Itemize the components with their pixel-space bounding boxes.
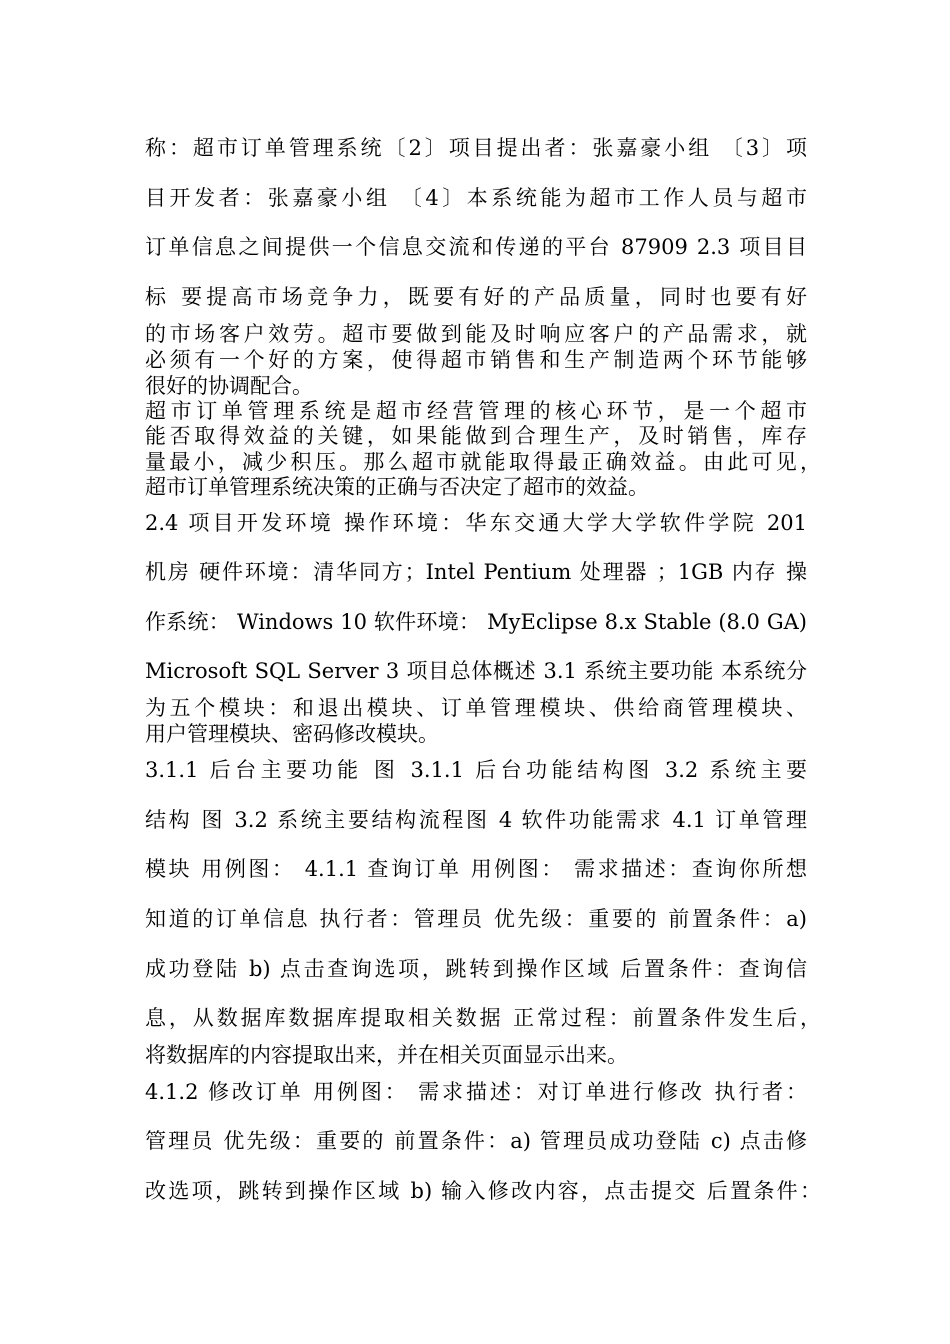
text-line: 知道的订单信息 执行者：管理员 优先级：重要的 前置条件：a) <box>145 907 807 931</box>
text-line: 能否取得效益的关键，如果能做到合理生产，及时销售，库存 <box>145 424 807 448</box>
text-line: 模块 用例图： 4.1.1 查询订单 用例图： 需求描述：查询你所想 <box>145 857 807 881</box>
text-line: 2.4 项目开发环境 操作环境：华东交通大学大学软件学院 201 <box>145 511 807 535</box>
text-line: 超市订单管理系统是超市经营管理的核心环节，是一个超市 <box>145 399 807 423</box>
text-line: 标 要提高市场竞争力，既要有好的产品质量，同时也要有好 <box>145 285 807 309</box>
text-line: 必须有一个好的方案，使得超市销售和生产制造两个环节能够 <box>145 348 807 372</box>
text-line: 3.1.1 后台主要功能 图 3.1.1 后台功能结构图 3.2 系统主要 <box>145 758 807 782</box>
text-line: 的市场客户效劳。超市要做到能及时响应客户的产品需求，就 <box>145 322 807 346</box>
text-line: 改选项，跳转到操作区域 b) 输入修改内容，点击提交 后置条件： <box>145 1179 821 1203</box>
text-line: 为五个模块：和退出模块、订单管理模块、供给商管理模块、 <box>145 696 807 720</box>
text-line: 用户管理模块、密码修改模块。 <box>145 722 439 746</box>
text-line: 管理员 优先级：重要的 前置条件：a) 管理员成功登陆 c) 点击修 <box>145 1129 807 1153</box>
text-line: 超市订单管理系统决策的正确与否决定了超市的效益。 <box>145 475 649 499</box>
text-line: 息，从数据库数据库提取相关数据 正常过程：前置条件发生后， <box>145 1006 821 1030</box>
text-line: 目开发者：张嘉豪小组 〔4〕本系统能为超市工作人员与超市 <box>145 186 807 210</box>
text-line: Microsoft SQL Server 3 项目总体概述 3.1 系统主要功能 本系统分 <box>145 659 807 683</box>
text-line: 订单信息之间提供一个信息交流和传递的平台 87909 2.3 项目目 <box>145 235 807 259</box>
text-line: 作系统： Windows 10 软件环境： MyEclipse 8.x Stable (8.0 GA) <box>145 610 807 634</box>
text-line: 称：超市订单管理系统〔2〕项目提出者：张嘉豪小组 〔3〕项 <box>145 136 807 160</box>
text-line: 成功登陆 b) 点击查询选项，跳转到操作区域 后置条件：查询信 <box>145 957 807 981</box>
text-line: 很好的协调配合。 <box>145 374 313 398</box>
text-line: 结构 图 3.2 系统主要结构流程图 4 软件功能需求 4.1 订单管理 <box>145 808 807 832</box>
text-line: 机房 硬件环境：清华同方；Intel Pentium 处理器 ；1GB 内存 操 <box>145 560 807 584</box>
text-line: 4.1.2 修改订单 用例图： 需求描述：对订单进行修改 执行者： <box>145 1080 807 1104</box>
text-line: 将数据库的内容提取出来，并在相关页面显示出来。 <box>145 1043 628 1067</box>
text-line: 量最小，减少积压。那么超市就能取得最正确效益。由此可见， <box>145 450 821 474</box>
